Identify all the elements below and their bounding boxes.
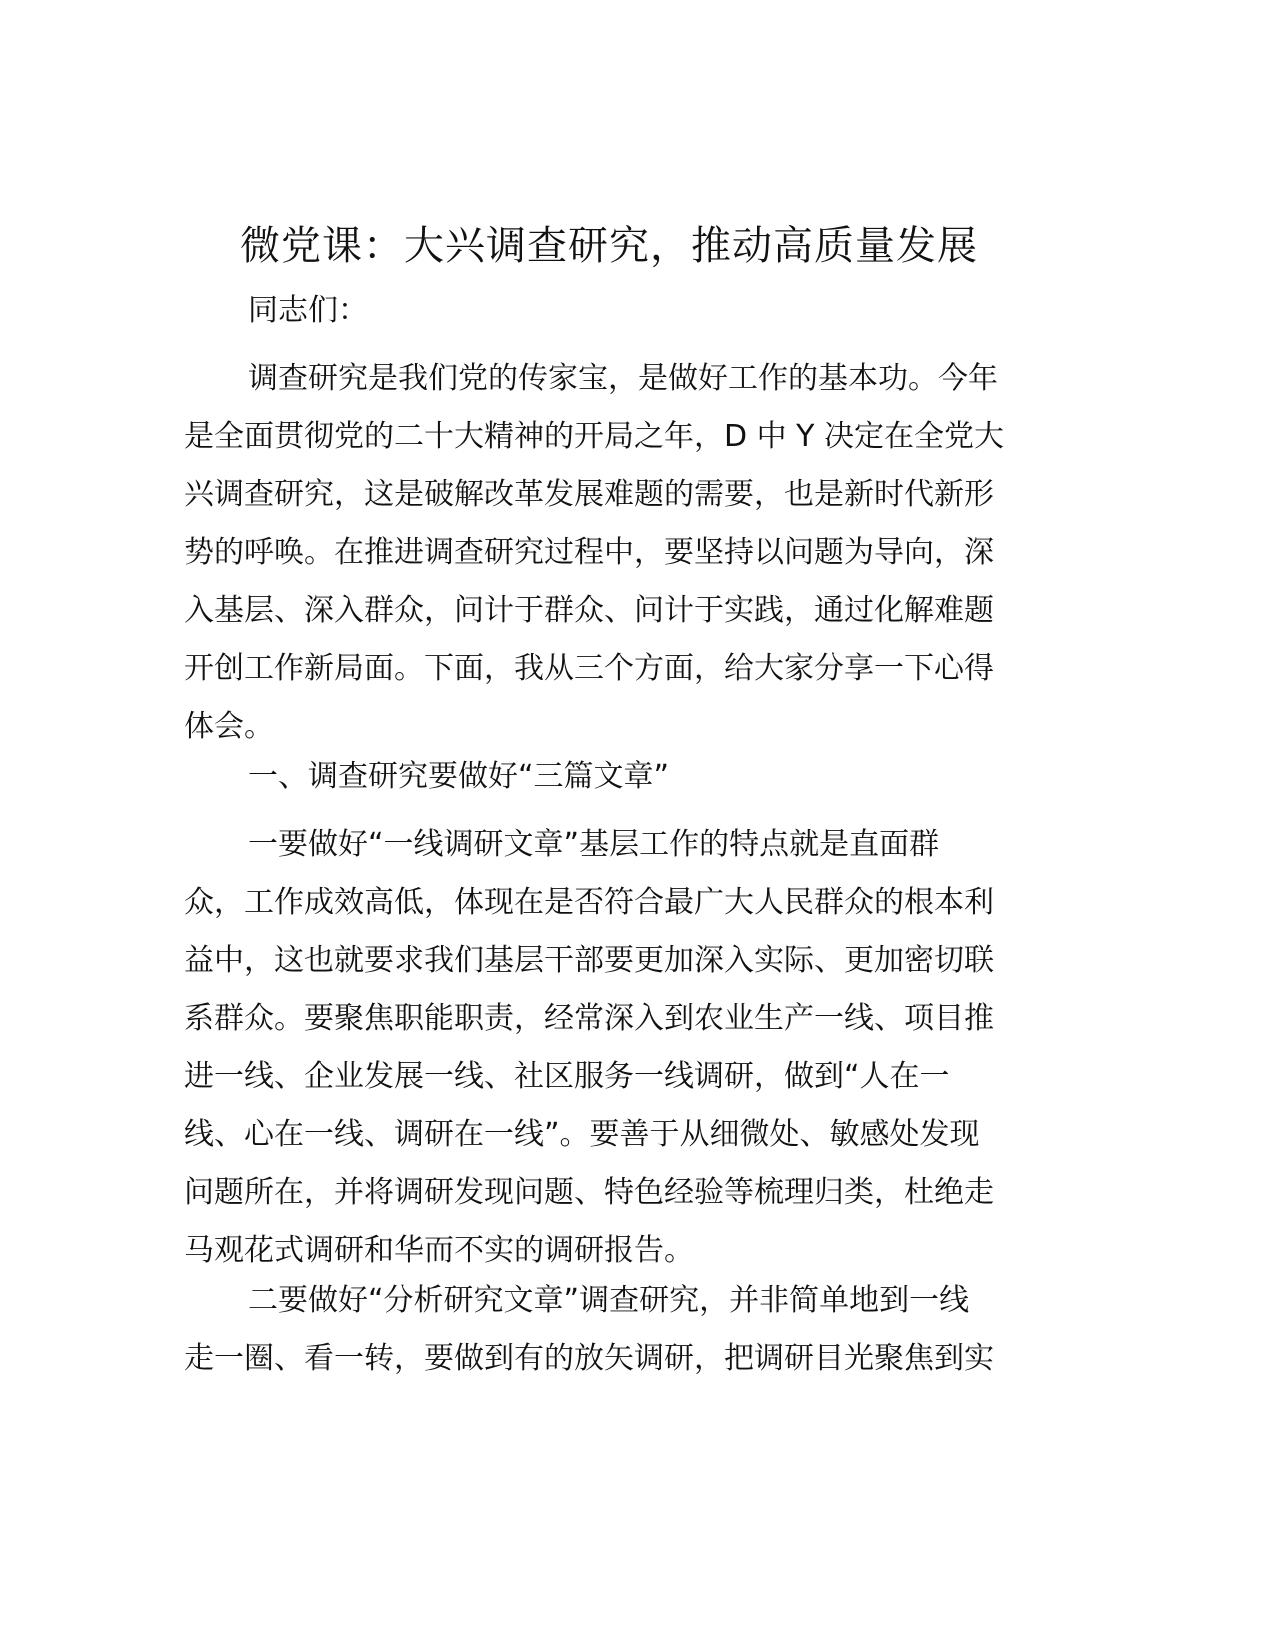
document-title: 微党课：大兴调查研究，推动高质量发展 — [240, 223, 978, 269]
paragraph-two — [184, 1272, 1048, 1388]
paragraph-line: 系群众。要聚焦职能职责，经常深入到农业生产一线、项目推 — [184, 1001, 994, 1036]
intro-line: 兴调查研究，这是破解改革发展难题的需要，也是新时代新形 — [184, 477, 994, 512]
paragraph-line: 二要做好“分析研究文章”调查研究，并非简单地到一线 — [248, 1283, 970, 1318]
paragraph-line: 众，工作成效高低，体现在是否符合最广大人民群众的根本利 — [184, 885, 994, 920]
intro-line: 势的呼唤。在推进调查研究过程中，要坚持以问题为导向，深 — [184, 535, 994, 570]
intro-line: 入基层、深入群众，问计于群众、问计于实践，通过化解难题 — [184, 593, 994, 628]
section-heading — [184, 748, 1048, 806]
greeting-paragraph — [184, 282, 1048, 340]
paragraph-line: 一要做好“一线调研文章”基层工作的特点就是直面群 — [248, 827, 940, 862]
greeting-line: 同志们： — [248, 293, 368, 328]
paragraph-line: 进一线、企业发展一线、社区服务一线调研，做到“人在一 — [184, 1059, 950, 1094]
intro-paragraph — [184, 350, 1048, 756]
paragraph-line: 走一圈、看一转，要做到有的放矢调研，把调研目光聚焦到实 — [184, 1341, 994, 1376]
intro-line: 体会。 — [184, 709, 274, 744]
intro-line: 调查研究是我们党的传家宝，是做好工作的基本功。今年 — [248, 361, 998, 396]
section-heading-line: 一、调查研究要做好“三篇文章” — [248, 759, 670, 794]
paragraph-line: 问题所在，并将调研发现问题、特色经验等梳理归类，杜绝走 — [184, 1175, 994, 1210]
paragraph-line: 益中，这也就要求我们基层干部要更加深入实际、更加密切联 — [184, 943, 994, 978]
intro-line: 是全面贯彻党的二十大精神的开局之年，D 中 Y 决定在全党大 — [184, 419, 1005, 454]
intro-line: 开创工作新局面。下面，我从三个方面，给大家分享一下心得 — [184, 651, 994, 686]
paragraph-line: 线、心在一线、调研在一线”。要善于从细微处、敏感处发现 — [184, 1117, 980, 1152]
paragraph-line: 马观花式调研和华而不实的调研报告。 — [184, 1233, 694, 1268]
paragraph-one — [184, 816, 1048, 1280]
